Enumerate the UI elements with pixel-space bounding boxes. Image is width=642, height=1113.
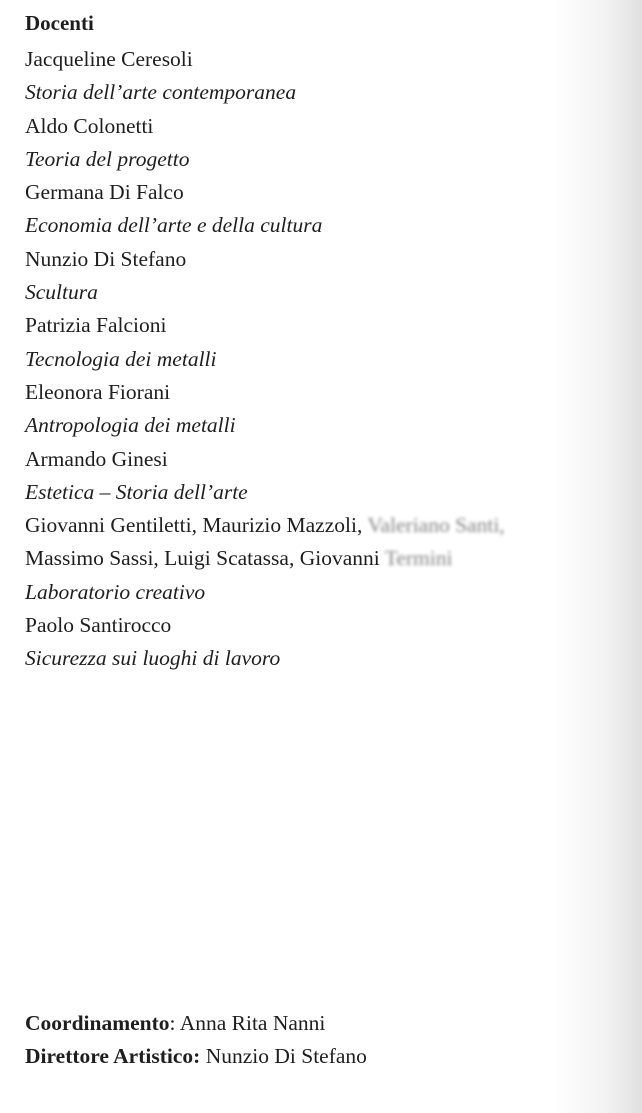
line-text: Scultura bbox=[25, 280, 98, 305]
line-text: Eleonora Fiorani bbox=[25, 379, 171, 404]
line-text: Antropologia dei metalli bbox=[25, 413, 236, 438]
faculty-name bbox=[25, 509, 625, 542]
line-text: Aldo Colonetti bbox=[25, 113, 154, 138]
faculty-name bbox=[25, 542, 625, 575]
faculty-list bbox=[25, 43, 625, 676]
course-title bbox=[25, 143, 625, 176]
faculty-name bbox=[25, 176, 625, 209]
line-text: Paolo Santirocco bbox=[25, 613, 172, 638]
line-text: Laboratorio creativo bbox=[25, 579, 206, 604]
course-title bbox=[25, 276, 625, 309]
faded-text: Termini bbox=[384, 546, 453, 571]
faculty-name bbox=[25, 376, 625, 409]
line-text: Teoria del progetto bbox=[25, 146, 190, 171]
line-text: Storia dell’arte contemporanea bbox=[25, 80, 297, 105]
line-text: Giovanni Gentiletti, Maurizio Mazzoli, bbox=[25, 513, 368, 538]
coordination-value: Anna Rita Nanni bbox=[179, 1011, 326, 1035]
coordination-label: Coordinamento bbox=[25, 1011, 170, 1035]
faculty-name bbox=[25, 110, 625, 143]
line-text: Armando Ginesi bbox=[25, 446, 168, 471]
line-text: Sicurezza sui luoghi di lavoro bbox=[25, 646, 281, 671]
faculty-heading: Docenti bbox=[25, 11, 94, 35]
course-title bbox=[25, 209, 625, 242]
line-text: Patrizia Falcioni bbox=[25, 313, 167, 338]
artistic-director-line bbox=[25, 1040, 625, 1073]
line-text: Massimo Sassi, Luigi Scatassa, Giovanni bbox=[25, 546, 385, 571]
faculty-name bbox=[25, 243, 625, 276]
line-text: Germana Di Falco bbox=[25, 180, 184, 205]
line-text: Tecnologia dei metalli bbox=[25, 346, 217, 371]
credits-section bbox=[25, 1007, 625, 1073]
coordination-separator: : bbox=[169, 1011, 180, 1035]
faculty-name bbox=[25, 309, 625, 342]
artistic-director-value: Nunzio Di Stefano bbox=[205, 1044, 367, 1068]
faculty-name bbox=[25, 609, 625, 642]
line-text: Economia dell’arte e della cultura bbox=[25, 213, 323, 238]
faculty-name bbox=[25, 443, 625, 476]
faded-text: Valeriano Santi, bbox=[367, 513, 505, 538]
line-text: Nunzio Di Stefano bbox=[25, 246, 187, 271]
faculty-name bbox=[25, 43, 625, 76]
artistic-director-label: Direttore Artistico: bbox=[25, 1044, 201, 1068]
course-title bbox=[25, 476, 625, 509]
course-title bbox=[25, 409, 625, 442]
course-title bbox=[25, 343, 625, 376]
line-text: Jacqueline Ceresoli bbox=[25, 47, 193, 71]
course-title bbox=[25, 642, 625, 675]
coordination-line bbox=[25, 1007, 625, 1040]
course-title bbox=[25, 576, 625, 609]
faculty-section bbox=[25, 10, 625, 676]
course-title bbox=[25, 76, 625, 109]
line-text: Estetica – Storia dell’arte bbox=[25, 479, 248, 504]
